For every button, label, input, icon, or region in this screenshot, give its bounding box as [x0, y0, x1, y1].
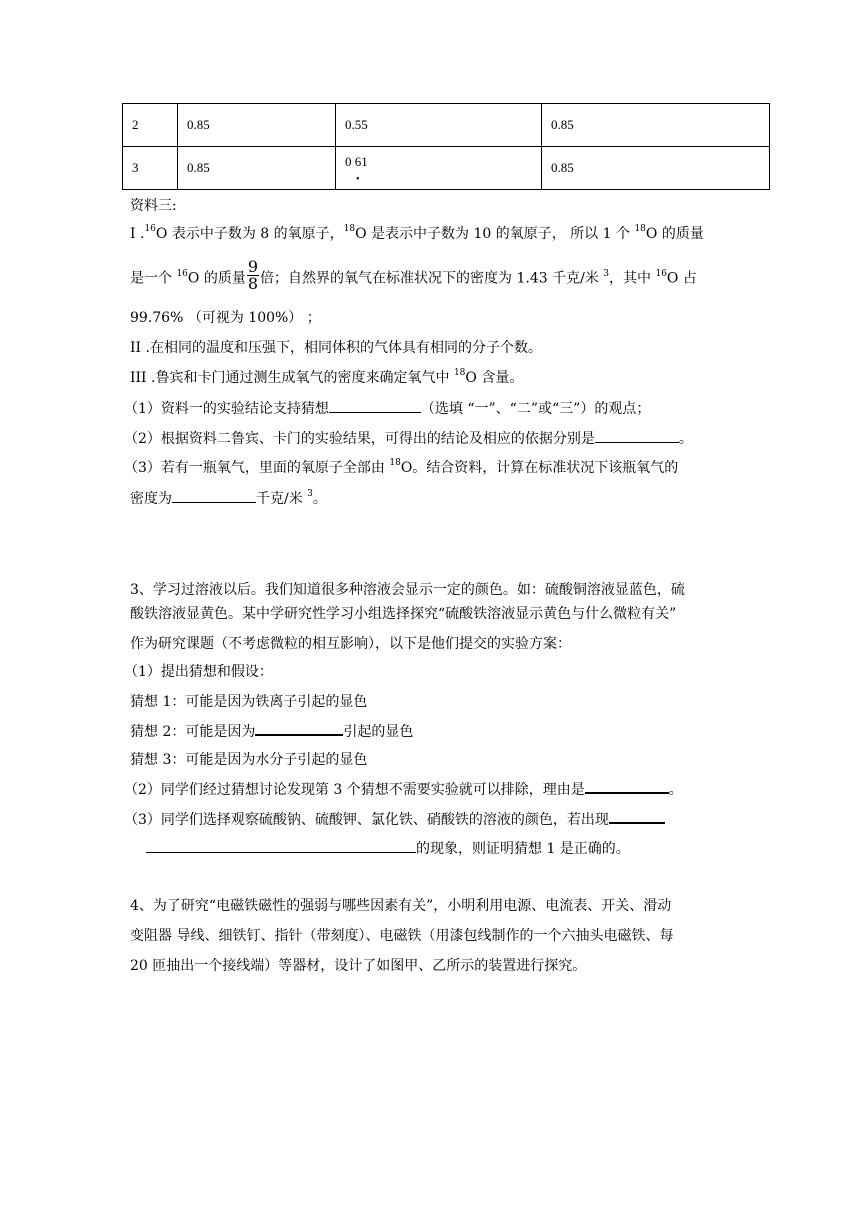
text: （选填 “一”、“二”或“三”）的观点；	[420, 401, 651, 417]
data-table	[122, 103, 770, 190]
dot-mark: •	[356, 174, 360, 185]
text: O 占	[666, 270, 697, 287]
text: 。	[312, 491, 327, 507]
question-3-line4: （1）提出猜想和假设：	[124, 664, 273, 680]
material3-item1-line3: 99.76% （可视为 100%） ；	[130, 310, 321, 326]
text: O 的质量	[645, 226, 704, 242]
material3-item3	[130, 368, 523, 388]
question-4-line2: 变阻器 导线、细铁钉、指针（带刻度）、电磁铁（用漆包线制作的一个六抽头电磁铁、每	[130, 928, 674, 944]
answer-blank[interactable]	[329, 398, 421, 413]
table-cell: 0.85	[178, 147, 336, 190]
guess-3: 猜想 3：可能是因为水分子引起的显色	[130, 752, 368, 768]
question-2-part-2	[124, 428, 693, 449]
superscript: 16	[655, 268, 667, 279]
question-3-part-2	[124, 778, 683, 800]
text: 是一个	[130, 270, 177, 287]
answer-blank[interactable]	[255, 720, 343, 736]
text: （3）同学们选择观察硫酸钠、硫酸钾、氯化铁、硝酸铁的溶液的颜色，若出现	[124, 812, 609, 828]
table-cell: 0.85	[542, 104, 770, 147]
text: O 含量。	[465, 370, 524, 386]
answer-blank[interactable]	[585, 778, 669, 794]
table-cell: 0.55	[336, 104, 542, 147]
table-cell: 3	[123, 147, 178, 190]
superscript: 18	[453, 368, 466, 379]
table-cell: 0.85	[178, 104, 336, 147]
text: III .鲁宾和卡门通过测生成氧气的密度来确定氧气中	[130, 370, 454, 386]
table-cell-value: 0 61	[345, 154, 368, 169]
fraction-denominator: 8	[247, 274, 259, 293]
question-2-part-3-line2	[130, 488, 327, 509]
superscript: 16	[176, 268, 188, 279]
table-cell: 2	[123, 104, 178, 147]
question-4-line3: 20 匝抽出一个接线端）等器材，设计了如图甲、乙所示的装置进行探究。	[130, 958, 587, 974]
superscript: 3	[307, 489, 313, 500]
text: 密度为	[130, 491, 172, 507]
text: O 是表示中子数为 10 的氧原子， 所以 1 个	[355, 226, 635, 242]
question-3-line3: 作为研究课题（不考虑微粒的相互影响），以下是他们提交的实验方案：	[130, 636, 571, 652]
fraction-numerator: 9	[247, 257, 259, 276]
answer-blank[interactable]	[146, 838, 416, 853]
text: （2）同学们经过猜想讨论发现第 3 个猜想不需要实验就可以排除，理由是	[124, 782, 585, 798]
material3-item2: II .在相同的温度和压强下，相同体积的气体具有相同的分子个数。	[130, 340, 542, 356]
answer-blank[interactable]	[172, 488, 256, 503]
answer-blank[interactable]	[595, 428, 679, 443]
text: 。	[678, 431, 693, 447]
text: 。	[668, 782, 683, 798]
question-3-line2: 酸铁溶液显黄色。某中学研究性学习小组选择探究“硫酸铁溶液显示黄色与什么微粒有关”	[130, 606, 677, 622]
question-3-line1: 3、学习过溶液以后。我们知道很多种溶液会显示一定的颜色。如：硫酸铜溶液显蓝色，硫	[130, 582, 685, 598]
question-2-part-1	[124, 398, 650, 419]
text: （2）根据资料二鲁宾、卡门的实验结果，可得出的结论及相应的依据分别是	[124, 431, 595, 447]
superscript: 18	[634, 224, 646, 235]
material3-title: 资料三:	[130, 198, 177, 214]
superscript: 3	[603, 268, 610, 279]
text: ，其中	[609, 270, 656, 287]
text: I .	[130, 226, 145, 242]
guess-1: 猜想 1：可能是因为铁离子引起的显色	[130, 694, 368, 710]
text: O。结合资料，计算在标准状况下该瓶氧气的	[400, 460, 679, 476]
material3-item1-line2	[130, 257, 697, 295]
question-3-part-3-line2	[146, 838, 630, 859]
text: 猜想 2：可能是因为	[130, 724, 256, 740]
table-cell	[336, 147, 542, 190]
answer-blank[interactable]	[609, 808, 665, 824]
question-2-part-3	[124, 458, 678, 478]
text: 倍；自然界的氧气在标准状况下的密度为 1.43 千克/米	[260, 270, 604, 287]
guess-2	[130, 720, 413, 742]
table-row	[123, 104, 770, 147]
text: （3）若有一瓶氧气，里面的氧原子全部由	[124, 460, 390, 476]
fraction	[247, 259, 259, 292]
text: 的现象，则证明猜想 1 是正确的。	[416, 841, 630, 857]
question-4-line1: 4、为了研究“电磁铁磁性的强弱与哪些因素有关”，小明利用电源、电流表、开关、滑动	[130, 898, 672, 914]
text: O 表示中子数为 8 的氧原子，	[155, 226, 344, 242]
table-row	[123, 147, 770, 190]
question-3-part-3	[124, 808, 665, 830]
text: （1）资料一的实验结论支持猜想	[124, 401, 329, 417]
material3-item1	[130, 224, 704, 244]
table-cell: 0.85	[542, 147, 770, 190]
superscript: 16	[144, 224, 156, 235]
superscript: 18	[389, 458, 401, 469]
superscript: 18	[343, 224, 356, 235]
text: 千克/米	[256, 491, 308, 507]
text: O 的质量	[187, 270, 246, 287]
text: 引起的显色	[343, 724, 414, 740]
